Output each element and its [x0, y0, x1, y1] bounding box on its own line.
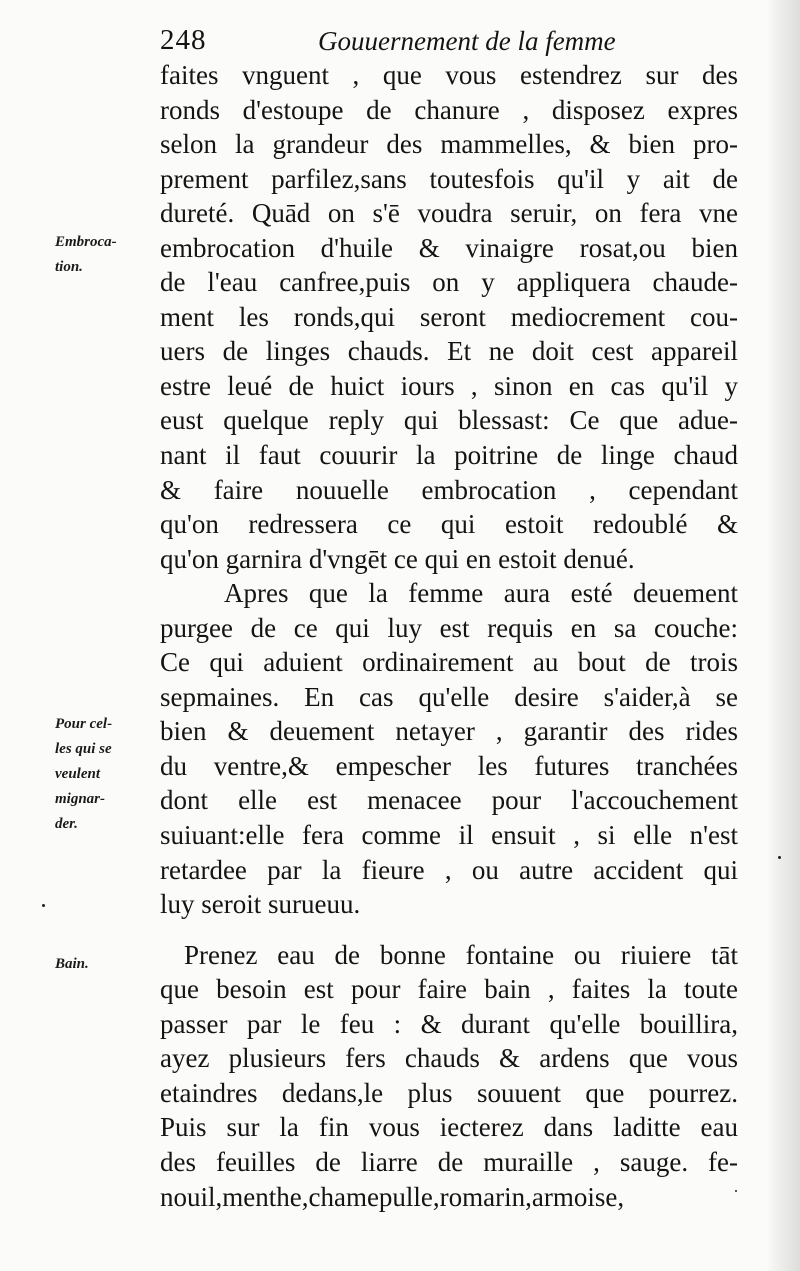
page-title: Gouuernement de la femme — [318, 26, 616, 56]
text-line: qu'on redressera ce qui estoit redoublé & — [160, 509, 738, 540]
margin-note-line: Embroca- — [55, 234, 117, 250]
margin-note-line: tion. — [55, 259, 83, 275]
text-line: bien & deuement netayer , garantir des rides — [160, 716, 738, 747]
body-text — [160, 58, 738, 1214]
text-line: de l'eau canfree,puis on y appliquera chaude- — [160, 267, 738, 298]
text-line: ronds d'estoupe de chanure , disposez expres — [160, 94, 738, 125]
text-line: qu'on garnira d'vngēt ce qui en estoit denué. — [160, 543, 635, 574]
margin-note-line: veulent — [55, 766, 100, 782]
paragraph-start-line: Prenez eau de bonne fontaine ou riuiere tāt — [184, 939, 738, 970]
text-line: passer par le feu : & durant qu'elle bouillira, — [160, 1008, 738, 1039]
text-line: ayez plusieurs fers chauds & ardens que vous — [160, 1043, 738, 1074]
ink-speck — [778, 856, 781, 859]
text-line: purgee de ce qui luy est requis en sa couche: — [160, 612, 738, 643]
text-line: selon la grandeur des mammelles, & bien pro- — [160, 129, 738, 160]
margin-note-embrocation — [55, 230, 155, 280]
text-line: dont elle est menacee pour l'accouchement — [160, 785, 738, 816]
paragraph-start-line: Apres que la femme aura esté deuement — [224, 578, 738, 609]
text-line: faites vnguent , que vous estendrez sur des — [160, 60, 738, 90]
ink-speck — [735, 1190, 737, 1192]
margin-note-pour-celles — [55, 712, 155, 837]
text-line: eust quelque reply qui blessast: Ce que adue- — [160, 405, 738, 436]
margin-note-line: der. — [55, 816, 78, 832]
text-line: embrocation d'huile & vinaigre rosat,ou bien — [160, 232, 738, 263]
text-line: retardee par la fieure , ou autre accident qui — [160, 854, 738, 885]
text-line: dureté. Quād on s'ē voudra seruir, on fera vne — [160, 198, 738, 229]
text-line: que besoin est pour faire bain , faites la toute — [160, 974, 738, 1005]
text-line: suiuant:elle fera comme il ensuit , si elle n'est — [160, 820, 738, 851]
text-line: uers de linges chauds. Et ne doit cest appareil — [160, 336, 738, 367]
text-line: estre leué de huict iours , sinon en cas qu'il y — [160, 370, 738, 401]
margin-note-line: Pour cel- — [55, 716, 113, 732]
text-line: Ce qui aduient ordinairement au bout de trois — [160, 647, 738, 678]
text-line: etaindres dedans,le plus souuent que pourrez. — [160, 1077, 738, 1108]
margin-note-line: mignar- — [55, 791, 106, 807]
running-head — [160, 18, 740, 58]
text-line: luy seroit surueuu. — [160, 889, 361, 920]
text-line: des feuilles de liarre de muraille , sauge. fe- — [160, 1146, 738, 1177]
ink-speck — [42, 904, 45, 907]
text-line: ment les ronds,qui seront mediocrement cou- — [160, 301, 738, 332]
margin-note-line: les qui se — [55, 741, 112, 757]
page-number: 248 — [160, 24, 207, 56]
text-line: du ventre,& empescher les futures tranchées — [160, 750, 738, 781]
text-line: & faire nouuelle embrocation , cependant — [160, 474, 738, 505]
margin-note-line: Bain. — [55, 956, 89, 972]
margin-note-bain — [55, 952, 155, 977]
text-line: nant il faut couurir la poitrine de linge chaud — [160, 440, 738, 471]
text-line: prement parfilez,sans toutesfois qu'il y ait de — [160, 163, 738, 194]
text-line: Puis sur la fin vous iecterez dans laditte eau — [160, 1112, 738, 1143]
text-line: sepmaines. En cas qu'elle desire s'aider,à se — [160, 681, 738, 712]
page-edge-shadow — [766, 0, 800, 1271]
text-line: nouil,menthe,chamepulle,romarin,armoise, — [160, 1181, 625, 1212]
